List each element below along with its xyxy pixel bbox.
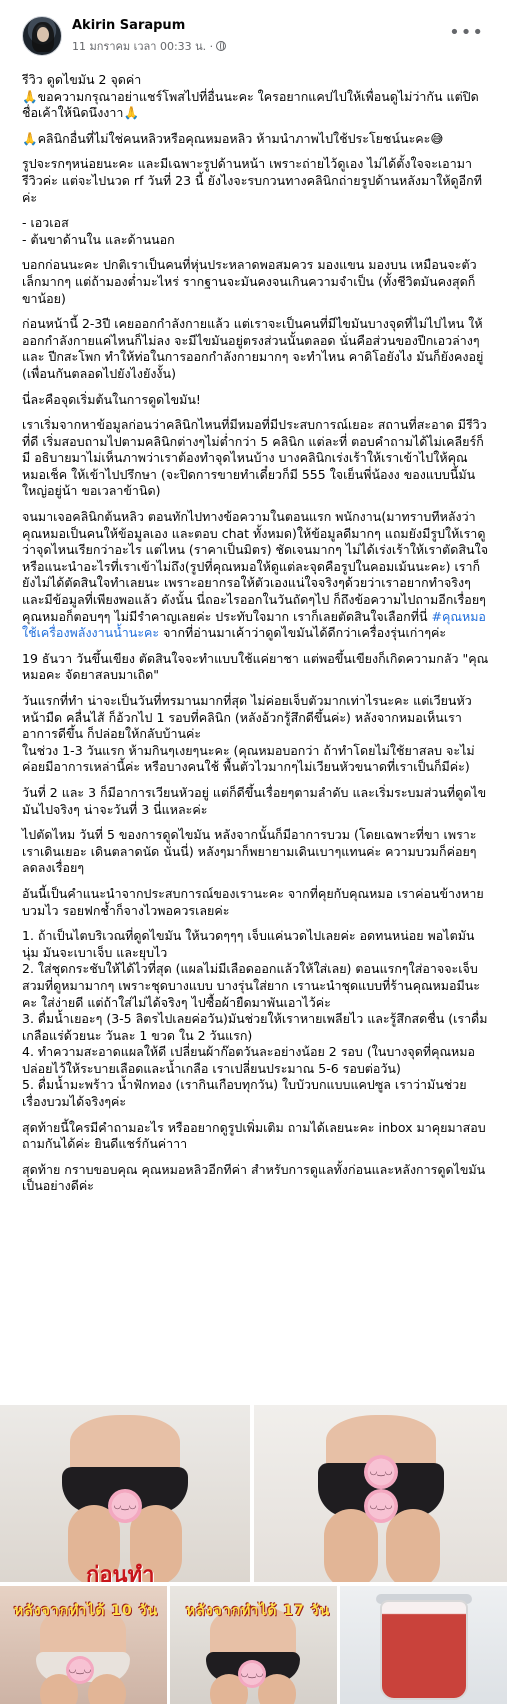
post-paragraph-11: วันแรกที่ทำ น่าจะเป็นวันที่ทรมานมากที่สุด ไม่ค่อยเจ็บตัวมากเท่าไรนะคะ แต่เวียนหัว หน้ามืด คลื่นไส้ ก็อ้วกไป 1 รอบที่คลินิก (หลังอ้วกรู้สึกดีขึ้นค่ะ) หลังจากหมอเห็นเราอาการดีขึ้น ก็ปล่อยให้กลับบ้านค่ะ ในช่วง 1-3 วันแรก ห้ามกินๆเงยๆนะคะ (คุณหมอบอกว่า ถ้าทำโดยไม่ใช้ยาสลบ จะไม่ค่อยมีอาการเหล่านี้ค่ะ หรือบางคนใช้ พื้นตัวไวมากๆไม่เวียนหัวขนาดที่เราเป็นก็มีค่ะ) xyxy=(22,693,475,775)
post-paragraph-13: ไปตัดไหม วันที่ 5 ของการดูดไขมัน หลังจากนั้นก็มีอาการบวม (โดยเฉพาะที่ขา เพราะเราเดินเยอะ เดินตลาดนัด นั่นนี่) หลังๆมาก็พยายามเดินเบาๆแทนค่ะ ความบวมก็ค่อยๆลดลงเรื่อยๆ xyxy=(22,827,477,876)
photo-caption-before: ก่อนทำ xyxy=(86,1563,155,1582)
censor-sticker: ◡‿◡ xyxy=(66,1656,94,1684)
post-paragraph-14: อันนี้เป็นคำแนะนำจากประสบการณ์ของเรานะคะ จากที่คุยกับคุณหมอ เราค่อนข้างหายบวมไว รอยฟกช้ำก็จางไวพอควรเลยค่ะ xyxy=(22,885,484,918)
post-body xyxy=(22,72,490,1204)
post-paragraph-10: 19 ธันวา วันขึ้นเขียง ตัดสินใจจะทำแบบใช้แค่ยาชา แต่พอขึ้นเขียงก็เกิดความกลัว "คุณหมอคะ จัดยาสลบมาเถิด" xyxy=(22,650,489,683)
post-paragraph-12: วันที่ 2 และ 3 ก็มีอาการเวียนหัวอยู่ แต่ก็ดีขึ้นเรื่อยๆตามลำดับ และเริ่มระบมส่วนที่ดูดไขมันไปจริงๆ น่าจะวันที่ 3 นี่แหละค่ะ xyxy=(22,784,487,817)
photo-after-10-days[interactable] xyxy=(0,1586,167,1704)
post-meta xyxy=(72,37,226,55)
post-paragraph-6: ก่อนหน้านี้ 2-3ปี เคยออกกำลังกายแล้ว แต่เราจะเป็นคนที่มีไขมันบางจุดที่ไม่ไปไหน ให้ออกกำลังกายแค่ไหนก็ไม่ลง จะมีไขมันอยู่ตรงส่วนนั้นตลอด นั่นคือส่วนของปีกเอวล่างๆ และ ปีกสะโพก ทำให้ท่อในการออกกำลังกายมากๆ จะทำไหน คาดิโอยังไง มันก็ยังคงอยู่ (เพื่อนกันตลอดไปยังไงยังงั้น) xyxy=(22,316,488,381)
photo-drink-cup[interactable] xyxy=(340,1586,507,1704)
author-name[interactable]: Akirin Sarapum xyxy=(72,18,186,33)
post-paragraph-8: เราเริ่มจากหาข้อมูลก่อนว่าคลินิกไหนที่มีหมอที่มีประสบการณ์เยอะ สถานที่สะอาด มีรีวิวที่ดี เริ่มสอบถามไปตามคลินิกต่างๆไม่ต่ำกว่า 5 คลินิก แต่ละที่ ตอบคำถามได้ไม่เคลียร์ก็มี อธิบายมาไม่เห็นภาพว่าเราต้องทำจุดไหนบ้าง บางคลินิกเร่งเร้าให้เราเข้าไปให้คุณหมอเช็ค ให้เข้าไปปรึกษา (จะปิดการขายทำเดี๋ยวก็มี 555 ใจเย็นพี่น้องง ของแบบนี้มันใหญ่อยู่น้า ขอเวลาข้านิด) xyxy=(22,417,487,499)
more-options-icon[interactable]: ••• xyxy=(449,22,484,43)
cup xyxy=(380,1600,468,1700)
censor-sticker: ◡‿◡ xyxy=(364,1489,398,1523)
photo-before-front[interactable] xyxy=(0,1405,250,1582)
post-header xyxy=(22,16,492,56)
photo-caption-10-days: หลังจากทำได้ 10 วัน xyxy=(14,1603,159,1619)
post-paragraph-4: - เอวเอส - ต้นขาด้านใน และด้านนอก xyxy=(22,215,175,247)
post-paragraph-1: รีวิว ดูดไขมัน 2 จุดค่า 🙏ขอความกรุณาอย่าแชร์โพสไปที่อื่นนะคะ ใครอยากแคปไปให้เพื่อนดูไม่ว่ากัน แต่ปิดชื่อเค้าให้นิดนึงงาา🙏 xyxy=(22,72,479,121)
post-paragraph-15: 1. ถ้าเป็นไตบริเวณที่ดูดไขมัน ให้นวดๆๆๆ เจ็บแค่นวดไปเลยค่ะ อดทนหน่อย พอไตมันนุ่ม มันจะเบาเจ็บ และยุบไว 2. ใส่ชุดกระชับให้ได้ไวที่สุด (แผลไม่มีเลือดออกแล้วให้ใส่เลย) ตอนแรกๆใส่อาจจะเจ็บสวมที่ดูหมามากๆ เพราะชุดบางแบบ บางรุ่นใส่ยาก เรานะนำชุดแบบที่ร้านคุณหมอมีนะคะ ใส่ง่ายดี แต่ถ้าใส่ไม่ได้จริงๆ ไปซื้อผ้ายืดมาพันเอาไว้ค่ะ 3. ดื่มน้ำเยอะๆ (3-5 ลิตรไปเลยค่อวัน)มันช่วยให้เราหายเพลียไว และรู้สึกสดชื่น (เราดื่มเกลือแร่ด้วยนะ วันละ 1 ขวด ใน 2 วันแรก) 4. ทำความสะอาดแผลให้ดี เปลี่ยนผ้าก๊อตวันละอย่างน้อย 2 รอบ (ในบางจุดที่คุณหมอปล่อยไว้ให้ระบายเลือดและน้ำเกลือ เราเปลี่ยนประมาณ 5-6 รอบต่อวัน) 5. ดื่มน้ำมะพร้าว น้ำฟักทอง (เรากินเกือบทุกวัน) ใบบัวบกแบบแคปซูล เราว่ามันช่วยเรื่องบวมได้จริงๆค่ะ xyxy=(22,928,488,1110)
post-paragraph-5: บอกก่อนนะคะ ปกติเราเป็นคนที่หุ่นประหลาดพอสมควร มองแขน มองบน เหมือนจะตัวเล็กมากๆ แต่ถ้ามองต่ำมะไหร่ รากฐานจะมันคงจนเกินความจำเป็น (ทั้งชีวิตมันคงสุดก็ขาน้อย) xyxy=(22,257,477,306)
photo-leg-right xyxy=(88,1674,126,1704)
avatar[interactable] xyxy=(22,16,62,56)
photo-before-back[interactable] xyxy=(254,1405,507,1582)
post-timestamp[interactable]: 11 มกราคม เวลา 00:33 น. · xyxy=(72,40,214,53)
censor-sticker: ◡‿◡ xyxy=(108,1489,142,1523)
post-paragraph-16: สุดท้ายนี้ใครมีคำถามอะไร หรืออยากดูรูปเพิ่มเติม ถามได้เลยนะคะ inbox มาคุยมาสอบถามกันได้ค่ะ ยินดีแชร์กันค่าาา xyxy=(22,1119,486,1152)
photo-after-17-days[interactable] xyxy=(170,1586,337,1704)
photo-leg-right xyxy=(386,1509,440,1582)
avatar-face xyxy=(37,27,49,42)
photo-leg-left xyxy=(324,1509,378,1582)
post-paragraph-2: 🙏คลินิกอื่นที่ไม่ใช่คนหลิวหรือคุณหมอหลิว ห้ามนำภาพไปใช้ประโยชน์นะคะ😅 xyxy=(22,130,444,146)
hashtag-link[interactable]: #คุณหมอใช้เครื่องพลังงานน้ำนะคะ xyxy=(22,608,486,641)
photo-grid xyxy=(0,1405,507,1704)
photo-torso xyxy=(70,1415,180,1475)
post-paragraph-17: สุดท้าย กราบขอบคุณ คุณหมอหลิวอีกทีค่า สำหรับการดูแลทั้งก่อนและหลังการดูดไขมันเป็นอย่างดีค่ะ xyxy=(22,1161,486,1194)
censor-sticker: ◡‿◡ xyxy=(364,1455,398,1489)
post-paragraph-3: รูปจะรกๆหน่อยนะคะ และมีเฉพาะรูปด้านหน้า เพราะถ่ายไว้ดูเอง ไม่ได้ตั้งใจจะเอามารีวิวค่ะ แต่จะไปนวด rf วันที่ 23 นี้ ยังไงจะรบกวนทางคลินิกถ่ายรูปด้านหลังมาให้ดูอีกทีค่ะ xyxy=(22,156,482,205)
photo-caption-17-days: หลังจากทำได้ 17 วัน xyxy=(186,1603,331,1619)
post-paragraph-9: จนมาเจอคลินิกต้นหลิว ตอนทักไปทางข้อความในตอนแรก พนักงาน(มาทราบทีหลังว่าคุณหมอเป็นคนให้ข้อมูลเอง และตอบ chat ทั้งหมด)ให้ข้อมูลดีมากๆ แถมยังมีรูปให้เราดู ว่าจุดไหนเรียกว่าอะไร แต่ไหน (ราคาเป็นมิตร) ชัดเจนมากๆ ไม่ได้เร่งเร้าให้เราตัดสินใจ หรือแนะนำอะไรที่เราเข้าไม่ถึง(รูปที่คุณหมอให้ดูแต่ละจุดคือรูปในคอมเม้นนะคะ) เราก็ยังไม่ได้ตัดสินใจทำเลยนะ เพราะอยากรอให้ตัวเองแน่ใจจริงๆด้วยว่าเราอยากทำจริงๆ และมีข้อมูลที่เพียงพอแล้ว ดังนั้น นี่ถอะไรออกในวันถัดๆไป ก็ถึงข้อความไปถามอีกเรื่อยๆ คุณหมอก็ตอบๆๆ ไม่มีรำคาญเลยค่ะ ประทับใจมาก เราก็เลยตัดสินใจเลือกที่นี่ #คุณหมอใช้เครื่องพลังงานน้ำนะคะ จากที่อ่านมาเค้าว่าดูดไขมันได้ดีกว่าเครื่องรุ่นเก่าๆค่ะ xyxy=(22,509,492,641)
post-paragraph-7: นี่ละคือจุดเริ่มต้นในการดูดไขมัน! xyxy=(22,391,201,407)
globe-icon xyxy=(216,41,226,51)
censor-sticker: ◡‿◡ xyxy=(238,1660,266,1688)
